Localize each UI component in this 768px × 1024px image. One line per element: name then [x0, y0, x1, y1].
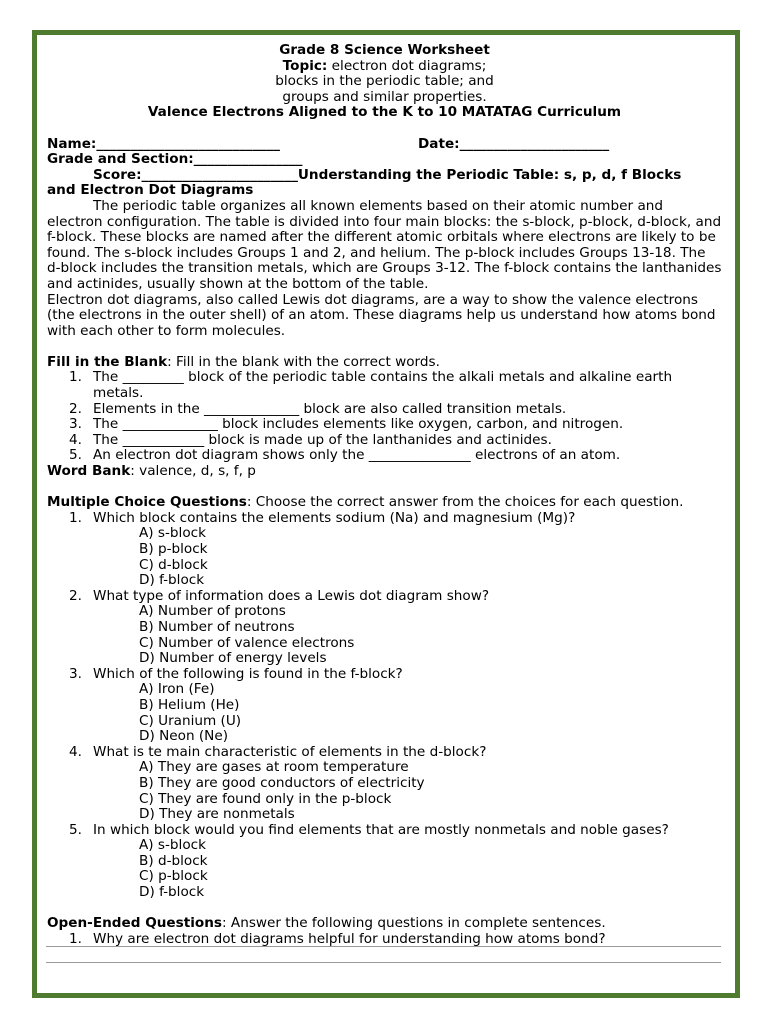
intro-paragraph-2: Electron dot diagrams, also called Lewis dot diagrams, are a way to show the valence electrons (the electrons in the outer shell) of an atom. These diagrams help us understand how atoms bond with each other to form molecules.: [47, 291, 716, 339]
open-ended-instruction: Open-Ended Questions: Answer the following questions in complete sentences.: [47, 915, 606, 932]
answer-line[interactable]: [46, 962, 721, 963]
mc-question: 1. Which block contains the elements sodium (Na) and magnesium (Mg)? A) s-block B) p-block C) d-block D) f-block: [47, 511, 722, 589]
intro-heading-cont: and Electron Dot Diagrams: [47, 182, 254, 199]
mc-option[interactable]: B) Number of neutrons: [139, 618, 295, 635]
score-field[interactable]: Score:_______________________: [93, 166, 298, 183]
mc-option[interactable]: A) They are gases at room temperature: [139, 759, 409, 776]
date-field[interactable]: Date:______________________: [418, 135, 610, 152]
mc-option[interactable]: A) Number of protons: [139, 603, 286, 620]
intro-heading: Understanding the Periodic Table: s, p, d, f Blocks: [297, 166, 682, 183]
mc-option[interactable]: A) s-block: [139, 837, 206, 854]
word-bank-label: Word Bank: [47, 463, 131, 480]
topic-label: Topic:: [282, 57, 328, 74]
answer-line[interactable]: [46, 946, 721, 947]
mc-option[interactable]: B) d-block: [139, 852, 208, 869]
open-ended-heading: Open-Ended Questions: [47, 915, 223, 932]
name-field[interactable]: Name:___________________________: [47, 135, 280, 152]
mc-option[interactable]: B) They are good conductors of electricity: [139, 774, 425, 791]
fill-blank-item: 2. Elements in the ______________ block are also called transition metals.: [69, 400, 567, 417]
fill-blank-item: 3. The ______________ block includes elements like oxygen, carbon, and nitrogen.: [69, 416, 624, 433]
mc-option[interactable]: B) Helium (He): [139, 696, 240, 713]
mc-option[interactable]: D) f-block: [139, 572, 205, 589]
worksheet-subtitle: Valence Electrons Aligned to the K to 10 MATATAG Curriculum: [147, 104, 622, 121]
fill-blank-item: 1. The _________ block of the periodic table contains the alkali metals and alkaline earth metals.: [69, 369, 673, 402]
open-ended-item: 1. Why are electron dot diagrams helpful for understanding how atoms bond?: [69, 930, 606, 947]
fill-blank-list: [47, 370, 722, 464]
fill-blank-item: 5. An electron dot diagram shows only the _______________ electrons of an atom.: [69, 447, 621, 464]
mc-option[interactable]: A) Iron (Fe): [139, 681, 215, 698]
name-date-row: [47, 137, 722, 153]
mc-option[interactable]: C) Uranium (U): [139, 712, 242, 729]
word-bank: [47, 464, 722, 480]
mc-option[interactable]: D) They are nonmetals: [139, 806, 295, 823]
topic-text: electron dot diagrams;: [327, 57, 487, 74]
grade-section-field[interactable]: Grade and Section:________________: [47, 151, 303, 168]
mc-instruction: Multiple Choice Questions: Choose the correct answer from the choices for each question.: [47, 494, 684, 511]
mc-option[interactable]: D) Number of energy levels: [139, 650, 327, 667]
mc-question: 5. In which block would you find elements that are mostly nonmetals and noble gases? A) s-block B) d-block C) p-block D) f-block: [47, 823, 722, 901]
mc-option[interactable]: D) f-block: [139, 884, 205, 901]
mc-list: [47, 511, 722, 901]
fill-blank-item: 4. The ____________ block is made up of the lanthanides and actinides.: [69, 431, 552, 448]
mc-heading: Multiple Choice Questions: [47, 494, 247, 511]
mc-question: 4. What is te main characteristic of elements in the d-block? A) They are gases at room temperature B) They are good conductors of electricity C) They are found only in the p-block D) They are nonmetals: [47, 745, 722, 823]
mc-option[interactable]: C) d-block: [139, 556, 208, 573]
fill-blank-heading: Fill in the Blank: [47, 353, 168, 370]
topic-line-2: blocks in the periodic table; and: [275, 73, 494, 90]
mc-option[interactable]: C) Number of valence electrons: [139, 634, 355, 651]
mc-question: 2. What type of information does a Lewis dot diagram show? A) Number of protons B) Number of neutrons C) Number of valence electrons D) Number of energy levels: [47, 589, 722, 667]
topic-line-3: groups and similar properties.: [282, 88, 487, 105]
mc-option[interactable]: D) Neon (Ne): [139, 728, 229, 745]
score-heading-line: [47, 168, 722, 184]
mc-option[interactable]: A) s-block: [139, 525, 206, 542]
mc-option[interactable]: C) p-block: [139, 868, 208, 885]
mc-question: 3. Which of the following is found in the f-block? A) Iron (Fe) B) Helium (He) C) Uranium (U) D) Neon (Ne): [47, 667, 722, 745]
word-bank-text: : valence, d, s, f, p: [130, 463, 256, 480]
mc-option[interactable]: C) They are found only in the p-block: [139, 790, 392, 807]
topic-line: [47, 59, 722, 75]
worksheet-body: [47, 43, 722, 947]
mc-option[interactable]: B) p-block: [139, 541, 208, 557]
worksheet-title: Grade 8 Science Worksheet: [279, 42, 490, 58]
fill-blank-instruction: Fill in the Blank: Fill in the blank with the correct words.: [47, 353, 440, 370]
intro-paragraph-1: The periodic table organizes all known elements based on their atomic number and electron configuration. The table is divided into four main blocks: the s-block, p-block, d-block, and f-block. These blocks are named after the different atomic orbitals where electrons are likely to be found. The s-block includes Groups 1 and 2, and helium. The p-block includes Groups 13-18. The d-block includes the transition metals, which are Groups 3-12. The f-block contains the lanthanides and actinides, usually shown at the bottom of the table.: [47, 197, 722, 292]
